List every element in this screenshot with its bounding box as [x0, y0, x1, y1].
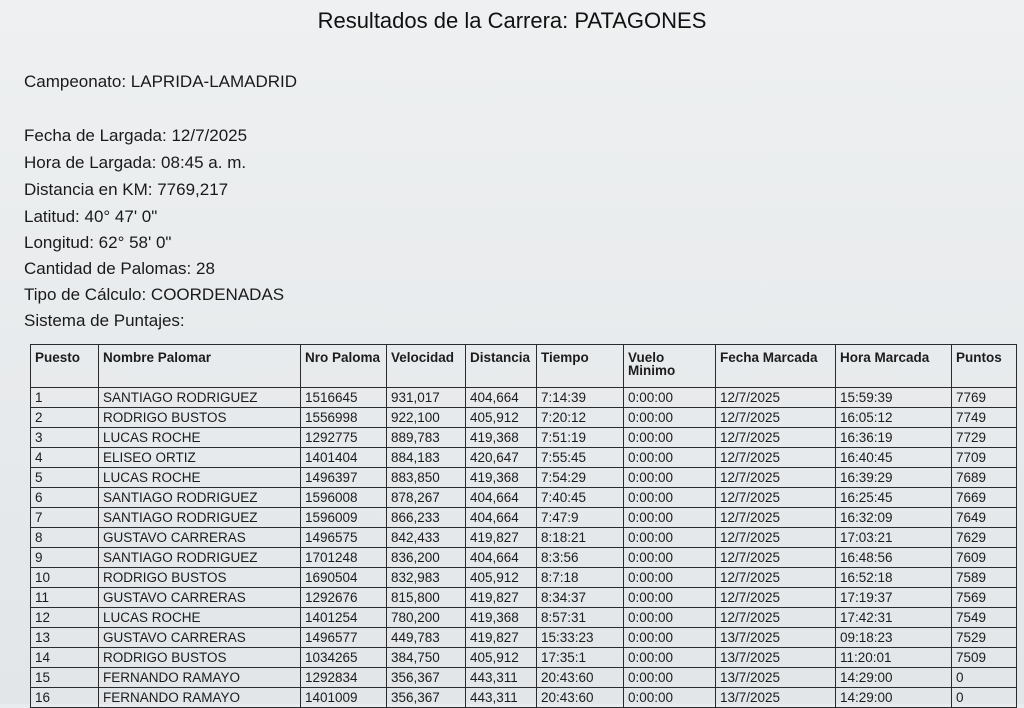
cell-velocidad: 884,183 — [387, 448, 466, 468]
cell-puntos: 0 — [952, 688, 1017, 708]
cell-distancia: 404,664 — [466, 548, 537, 568]
cell-vuelo-minimo: 0:00:00 — [624, 668, 716, 688]
cell-vuelo-minimo: 0:00:00 — [624, 648, 716, 668]
header-puesto: Puesto — [31, 345, 99, 388]
table-row — [31, 468, 1017, 488]
cell-distancia: 404,664 — [466, 388, 537, 408]
cell-hora-marcada: 16:52:18 — [836, 568, 952, 588]
cell-nombre-palomar: GUSTAVO CARRERAS — [99, 628, 301, 648]
cell-nro-paloma: 1596008 — [301, 488, 387, 508]
cell-vuelo-minimo: 0:00:00 — [624, 608, 716, 628]
header-puntos: Puntos — [952, 345, 1017, 388]
cell-distancia: 443,311 — [466, 668, 537, 688]
table-row — [31, 508, 1017, 528]
cell-puntos: 7549 — [952, 608, 1017, 628]
cell-nro-paloma: 1496577 — [301, 628, 387, 648]
cell-vuelo-minimo: 0:00:00 — [624, 388, 716, 408]
cell-puntos: 7769 — [952, 388, 1017, 408]
cell-puntos: 7529 — [952, 628, 1017, 648]
header-hora-marcada: Hora Marcada — [836, 345, 952, 388]
cell-fecha-marcada: 13/7/2025 — [716, 668, 836, 688]
cell-nro-paloma: 1034265 — [301, 648, 387, 668]
header-velocidad: Velocidad — [387, 345, 466, 388]
cell-puesto: 9 — [31, 548, 99, 568]
cell-velocidad: 889,783 — [387, 428, 466, 448]
cell-fecha-marcada: 13/7/2025 — [716, 628, 836, 648]
cell-puesto: 8 — [31, 528, 99, 548]
header-fecha-marcada: Fecha Marcada — [716, 345, 836, 388]
cell-velocidad: 878,267 — [387, 488, 466, 508]
cell-tiempo: 7:47:9 — [537, 508, 624, 528]
cell-puesto: 11 — [31, 588, 99, 608]
cell-nombre-palomar: FERNANDO RAMAYO — [99, 688, 301, 708]
cell-velocidad: 922,100 — [387, 408, 466, 428]
cell-vuelo-minimo: 0:00:00 — [624, 628, 716, 648]
cell-velocidad: 931,017 — [387, 388, 466, 408]
cell-nombre-palomar: LUCAS ROCHE — [99, 608, 301, 628]
header-distancia: Distancia — [466, 345, 537, 388]
table-row — [31, 588, 1017, 608]
cell-tiempo: 8:57:31 — [537, 608, 624, 628]
campeonato-label: Campeonato: LAPRIDA-LAMADRID — [24, 72, 298, 91]
cell-fecha-marcada: 12/7/2025 — [716, 548, 836, 568]
cell-puesto: 10 — [31, 568, 99, 588]
cell-puntos: 7729 — [952, 428, 1017, 448]
cell-velocidad: 866,233 — [387, 508, 466, 528]
cell-puntos: 7569 — [952, 588, 1017, 608]
cell-puntos: 7509 — [952, 648, 1017, 668]
cell-nro-paloma: 1401009 — [301, 688, 387, 708]
tipo-calculo-label: Tipo de Cálculo: COORDENADAS — [24, 285, 285, 304]
cell-tiempo: 15:33:23 — [537, 628, 624, 648]
cell-fecha-marcada: 12/7/2025 — [716, 608, 836, 628]
latitud-label: Latitud: 40° 47' 0" — [24, 207, 158, 226]
cell-velocidad: 832,983 — [387, 568, 466, 588]
table-row — [31, 688, 1017, 708]
cell-tiempo: 7:54:29 — [537, 468, 624, 488]
cell-puntos: 7589 — [952, 568, 1017, 588]
cell-fecha-marcada: 12/7/2025 — [716, 488, 836, 508]
table-row — [31, 668, 1017, 688]
header-tiempo: Tiempo — [537, 345, 624, 388]
cell-velocidad: 384,750 — [387, 648, 466, 668]
cell-hora-marcada: 16:36:19 — [836, 428, 952, 448]
cell-puesto: 5 — [31, 468, 99, 488]
cantidad-palomas-label: Cantidad de Palomas: 28 — [24, 259, 215, 278]
cell-vuelo-minimo: 0:00:00 — [624, 508, 716, 528]
cell-fecha-marcada: 12/7/2025 — [716, 408, 836, 428]
cell-nombre-palomar: LUCAS ROCHE — [99, 428, 301, 448]
cell-puesto: 6 — [31, 488, 99, 508]
cell-tiempo: 17:35:1 — [537, 648, 624, 668]
cell-fecha-marcada: 12/7/2025 — [716, 428, 836, 448]
table-row — [31, 648, 1017, 668]
cell-puesto: 12 — [31, 608, 99, 628]
cell-fecha-marcada: 12/7/2025 — [716, 508, 836, 528]
cell-tiempo: 8:18:21 — [537, 528, 624, 548]
cell-distancia: 443,311 — [466, 688, 537, 708]
cell-distancia: 404,664 — [466, 488, 537, 508]
page-title: Resultados de la Carrera: PATAGONES — [317, 8, 707, 33]
cell-distancia: 419,368 — [466, 468, 537, 488]
table-row — [31, 568, 1017, 588]
cell-vuelo-minimo: 0:00:00 — [624, 528, 716, 548]
cell-nombre-palomar: GUSTAVO CARRERAS — [99, 528, 301, 548]
cell-nombre-palomar: FERNANDO RAMAYO — [99, 668, 301, 688]
cell-fecha-marcada: 12/7/2025 — [716, 448, 836, 468]
cell-velocidad: 883,850 — [387, 468, 466, 488]
cell-nombre-palomar: SANTIAGO RODRIGUEZ — [99, 508, 301, 528]
hora-largada-label: Hora de Largada: 08:45 a. m. — [24, 153, 247, 172]
header-nro-paloma: Nro Paloma — [301, 345, 387, 388]
cell-puesto: 7 — [31, 508, 99, 528]
cell-fecha-marcada: 12/7/2025 — [716, 468, 836, 488]
cell-fecha-marcada: 12/7/2025 — [716, 388, 836, 408]
table-row — [31, 428, 1017, 448]
cell-tiempo: 7:51:19 — [537, 428, 624, 448]
cell-nro-paloma: 1596009 — [301, 508, 387, 528]
cell-nro-paloma: 1701248 — [301, 548, 387, 568]
cell-puesto: 2 — [31, 408, 99, 428]
cell-velocidad: 836,200 — [387, 548, 466, 568]
cell-vuelo-minimo: 0:00:00 — [624, 488, 716, 508]
cell-vuelo-minimo: 0:00:00 — [624, 468, 716, 488]
table-row — [31, 448, 1017, 468]
cell-hora-marcada: 16:40:45 — [836, 448, 952, 468]
cell-nombre-palomar: GUSTAVO CARRERAS — [99, 588, 301, 608]
cell-distancia: 419,827 — [466, 628, 537, 648]
cell-vuelo-minimo: 0:00:00 — [624, 448, 716, 468]
cell-nro-paloma: 1292676 — [301, 588, 387, 608]
cell-tiempo: 8:3:56 — [537, 548, 624, 568]
cell-tiempo: 7:55:45 — [537, 448, 624, 468]
cell-puesto: 13 — [31, 628, 99, 648]
cell-fecha-marcada: 13/7/2025 — [716, 688, 836, 708]
cell-tiempo: 7:14:39 — [537, 388, 624, 408]
cell-distancia: 405,912 — [466, 568, 537, 588]
cell-puntos: 0 — [952, 668, 1017, 688]
cell-distancia: 405,912 — [466, 648, 537, 668]
cell-hora-marcada: 17:03:21 — [836, 528, 952, 548]
cell-hora-marcada: 11:20:01 — [836, 648, 952, 668]
cell-nro-paloma: 1690504 — [301, 568, 387, 588]
cell-nro-paloma: 1292775 — [301, 428, 387, 448]
cell-vuelo-minimo: 0:00:00 — [624, 568, 716, 588]
cell-distancia: 420,647 — [466, 448, 537, 468]
cell-velocidad: 356,367 — [387, 688, 466, 708]
cell-hora-marcada: 16:05:12 — [836, 408, 952, 428]
header-vuelo-minimo: Vuelo Minimo — [624, 345, 716, 388]
cell-puesto: 3 — [31, 428, 99, 448]
cell-vuelo-minimo: 0:00:00 — [624, 588, 716, 608]
results-table-body — [31, 388, 1017, 708]
cell-nombre-palomar: RODRIGO BUSTOS — [99, 408, 301, 428]
cell-velocidad: 449,783 — [387, 628, 466, 648]
cell-distancia: 405,912 — [466, 408, 537, 428]
table-row — [31, 628, 1017, 648]
cell-nro-paloma: 1496397 — [301, 468, 387, 488]
fecha-largada-label: Fecha de Largada: 12/7/2025 — [24, 126, 248, 145]
cell-distancia: 404,664 — [466, 508, 537, 528]
cell-nro-paloma: 1516645 — [301, 388, 387, 408]
cell-puntos: 7629 — [952, 528, 1017, 548]
table-row — [31, 548, 1017, 568]
cell-fecha-marcada: 13/7/2025 — [716, 648, 836, 668]
cell-puntos: 7669 — [952, 488, 1017, 508]
cell-nombre-palomar: ELISEO ORTIZ — [99, 448, 301, 468]
cell-nro-paloma: 1401404 — [301, 448, 387, 468]
cell-nombre-palomar: SANTIAGO RODRIGUEZ — [99, 488, 301, 508]
cell-fecha-marcada: 12/7/2025 — [716, 568, 836, 588]
cell-velocidad: 842,433 — [387, 528, 466, 548]
table-row — [31, 608, 1017, 628]
cell-hora-marcada: 16:48:56 — [836, 548, 952, 568]
cell-puesto: 15 — [31, 668, 99, 688]
cell-hora-marcada: 16:25:45 — [836, 488, 952, 508]
table-row — [31, 488, 1017, 508]
cell-fecha-marcada: 12/7/2025 — [716, 528, 836, 548]
cell-nro-paloma: 1496575 — [301, 528, 387, 548]
cell-puntos: 7609 — [952, 548, 1017, 568]
table-row — [31, 528, 1017, 548]
cell-puesto: 4 — [31, 448, 99, 468]
cell-tiempo: 20:43:60 — [537, 688, 624, 708]
cell-hora-marcada: 14:29:00 — [836, 668, 952, 688]
cell-puesto: 1 — [31, 388, 99, 408]
cell-hora-marcada: 17:19:37 — [836, 588, 952, 608]
distancia-label: Distancia en KM: 7769,217 — [24, 180, 229, 199]
cell-hora-marcada: 09:18:23 — [836, 628, 952, 648]
cell-puntos: 7749 — [952, 408, 1017, 428]
cell-distancia: 419,827 — [466, 588, 537, 608]
cell-vuelo-minimo: 0:00:00 — [624, 428, 716, 448]
cell-tiempo: 8:7:18 — [537, 568, 624, 588]
cell-hora-marcada: 16:32:09 — [836, 508, 952, 528]
cell-vuelo-minimo: 0:00:00 — [624, 688, 716, 708]
cell-distancia: 419,368 — [466, 428, 537, 448]
cell-puntos: 7709 — [952, 448, 1017, 468]
cell-nombre-palomar: LUCAS ROCHE — [99, 468, 301, 488]
cell-distancia: 419,827 — [466, 528, 537, 548]
cell-tiempo: 20:43:60 — [537, 668, 624, 688]
longitud-label: Longitud: 62° 58' 0" — [24, 233, 172, 252]
cell-hora-marcada: 15:59:39 — [836, 388, 952, 408]
cell-hora-marcada: 17:42:31 — [836, 608, 952, 628]
cell-nombre-palomar: SANTIAGO RODRIGUEZ — [99, 548, 301, 568]
cell-nro-paloma: 1401254 — [301, 608, 387, 628]
cell-distancia: 419,368 — [466, 608, 537, 628]
cell-puesto: 14 — [31, 648, 99, 668]
cell-hora-marcada: 14:29:00 — [836, 688, 952, 708]
cell-velocidad: 356,367 — [387, 668, 466, 688]
cell-vuelo-minimo: 0:00:00 — [624, 408, 716, 428]
cell-nro-paloma: 1556998 — [301, 408, 387, 428]
cell-nombre-palomar: RODRIGO BUSTOS — [99, 648, 301, 668]
table-header-row — [31, 345, 1017, 388]
cell-puesto: 16 — [31, 688, 99, 708]
cell-tiempo: 8:34:37 — [537, 588, 624, 608]
table-row — [31, 408, 1017, 428]
header-nombre-palomar: Nombre Palomar — [99, 345, 301, 388]
cell-fecha-marcada: 12/7/2025 — [716, 588, 836, 608]
results-table-wrap — [30, 344, 1016, 708]
cell-velocidad: 780,200 — [387, 608, 466, 628]
cell-nombre-palomar: RODRIGO BUSTOS — [99, 568, 301, 588]
cell-vuelo-minimo: 0:00:00 — [624, 548, 716, 568]
cell-nro-paloma: 1292834 — [301, 668, 387, 688]
sistema-puntajes-label: Sistema de Puntajes: — [24, 311, 185, 330]
cell-tiempo: 7:40:45 — [537, 488, 624, 508]
cell-puntos: 7649 — [952, 508, 1017, 528]
cell-tiempo: 7:20:12 — [537, 408, 624, 428]
results-table — [30, 344, 1017, 708]
cell-velocidad: 815,800 — [387, 588, 466, 608]
cell-puntos: 7689 — [952, 468, 1017, 488]
cell-hora-marcada: 16:39:29 — [836, 468, 952, 488]
cell-nombre-palomar: SANTIAGO RODRIGUEZ — [99, 388, 301, 408]
table-row — [31, 388, 1017, 408]
